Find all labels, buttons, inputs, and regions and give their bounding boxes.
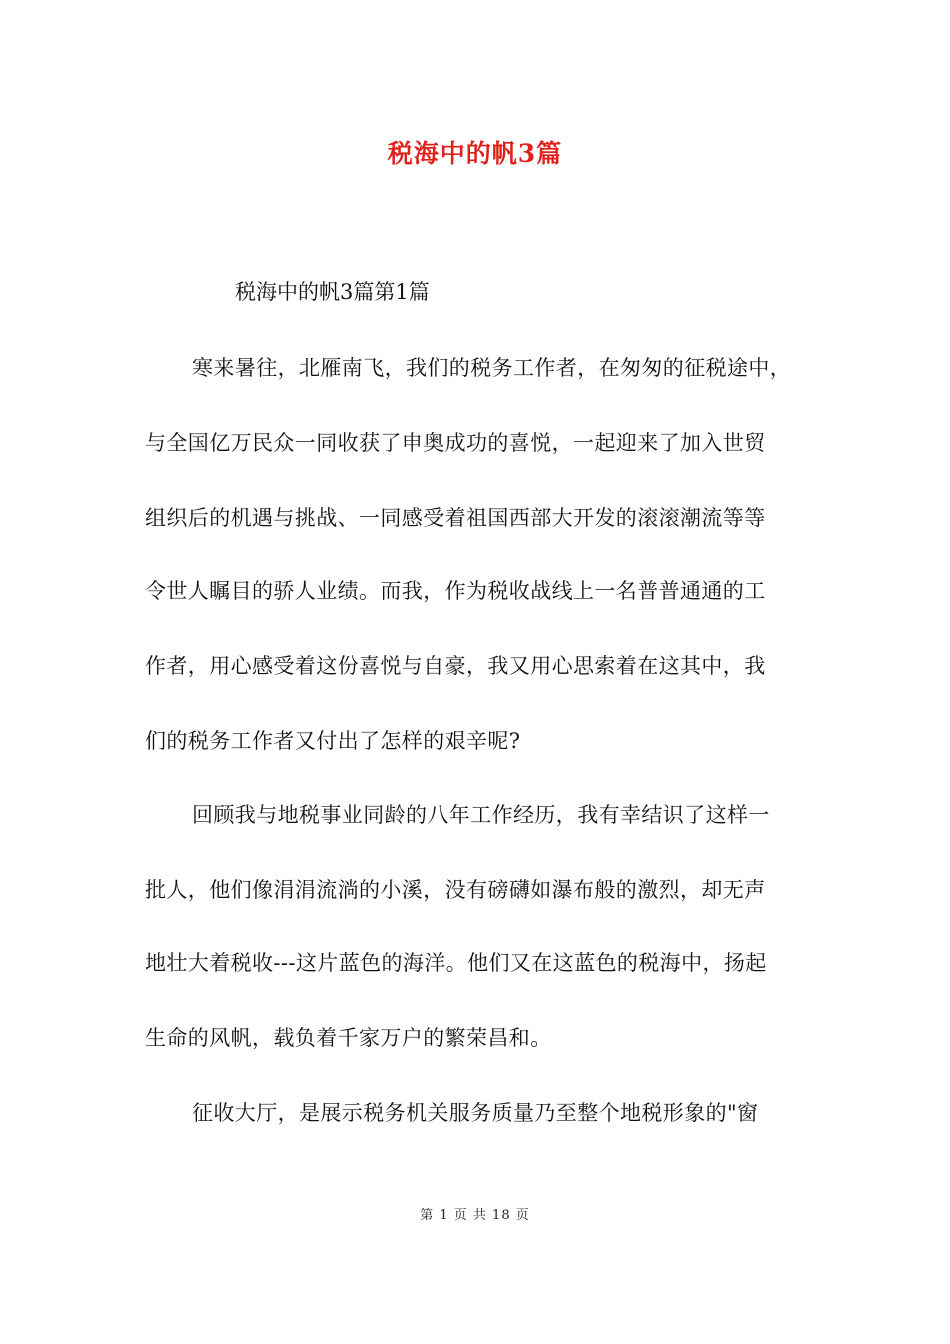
- paragraph-1-line-6: 们的税务工作者又付出了怎样的艰辛呢?: [145, 729, 521, 753]
- paragraph-3-line-1: 征收大厅，是展示税务机关服务质量乃至整个地税形象的"窗: [192, 1101, 759, 1125]
- page-footer: 第 1 页 共 18 页: [420, 1208, 530, 1223]
- paragraph-2-line-2: 批人，他们像涓涓流淌的小溪，没有磅礴如瀑布般的激烈，却无声: [145, 878, 766, 902]
- paragraph-1-line-4: 令世人瞩目的骄人业绩。而我，作为税收战线上一名普普通通的工: [145, 579, 766, 603]
- paragraph-1-line-5: 作者，用心感受着这份喜悦与自豪，我又用心思索着在这其中，我: [145, 654, 766, 678]
- paragraph-1-line-2: 与全国亿万民众一同收获了申奥成功的喜悦，一起迎来了加入世贸: [145, 431, 766, 455]
- paragraph-2-line-1: 回顾我与地税事业同龄的八年工作经历，我有幸结识了这样一: [192, 803, 770, 827]
- document-title: 税海中的帆3篇: [387, 139, 563, 168]
- paragraph-2-line-4: 生命的风帆，载负着千家万户的繁荣昌和。: [145, 1026, 552, 1050]
- paragraph-2-line-3: 地壮大着税收---这片蓝色的海洋。他们又在这蓝色的税海中，扬起: [145, 951, 767, 975]
- paragraph-1-line-3: 组织后的机遇与挑战、一同感受着祖国西部大开发的滚滚潮流等等: [145, 506, 766, 530]
- paragraph-1-line-1: 寒来暑往，北雁南飞，我们的税务工作者，在匆匆的征税途中，: [192, 356, 792, 380]
- section-heading: 税海中的帆3篇第1篇: [235, 280, 430, 304]
